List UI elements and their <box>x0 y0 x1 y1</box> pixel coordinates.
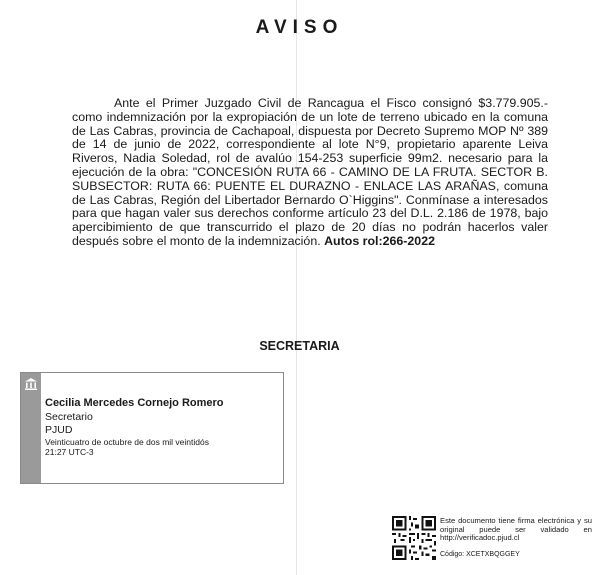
page-fold-line <box>296 0 297 575</box>
page-title: AVISO <box>255 17 344 38</box>
signature-date <box>45 438 209 457</box>
case-rol: Autos rol:266-2022 <box>324 233 435 248</box>
signature-time-text: 21:27 UTC-3 <box>45 446 94 457</box>
signer-name: Cecilia Mercedes Cornejo Romero <box>45 397 224 409</box>
signer-organization: PJUD <box>45 424 73 436</box>
signature-strip <box>21 373 41 483</box>
signer-role: Secretario <box>45 411 93 423</box>
notice-text: Ante el Primer Juzgado Civil de Rancagua el Fisco consignó $3.779.905.- como indemnización por la expropiación de un lote de terreno ubicado en la comuna de Las Cabras, provincia de Cachapoal, dispuesta por Decreto Supremo MOP Nº 389 de 14 de junio de 2022, correspondiente al lote N°9, propietario aparente Leiva Riveros, Nadia Soledad, rol de avalúo 154-253 superficie 99m2. necesario para la ejecución de la obra: "CONCESIÓN RUTA 66 - CAMINO DE LA FRUTA. SECTOR B. SUBSECTOR: RUTA 66: PUENTE EL DURAZNO - ENLACE LAS ARAÑAS, comuna de Las Cabras, Región del Libertador Bernardo O`Higgins". Conmínase a interesados para que hagan valer sus derechos conforme artículo 23 del D.L. 2.186 de 1978, bajo apercibimiento de que transcurrido el plazo de 20 días no podrán hacerlos valer después sobre el monto de la indemnización. <box>72 96 548 248</box>
notice-body <box>72 97 548 249</box>
signature-box <box>20 372 284 484</box>
verification-text: Este documento tiene firma electrónica y su original puede ser validado en http://verificadoc.pjud.cl <box>440 516 592 543</box>
qr-code-icon <box>392 516 436 560</box>
signature-date-text: Veinticuatro de octubre de dos mil veintidós <box>45 437 209 447</box>
verification-code: Código: XCETXBQGGEY <box>440 551 520 558</box>
courthouse-icon <box>24 377 38 391</box>
section-label: SECRETARIA <box>259 339 340 353</box>
